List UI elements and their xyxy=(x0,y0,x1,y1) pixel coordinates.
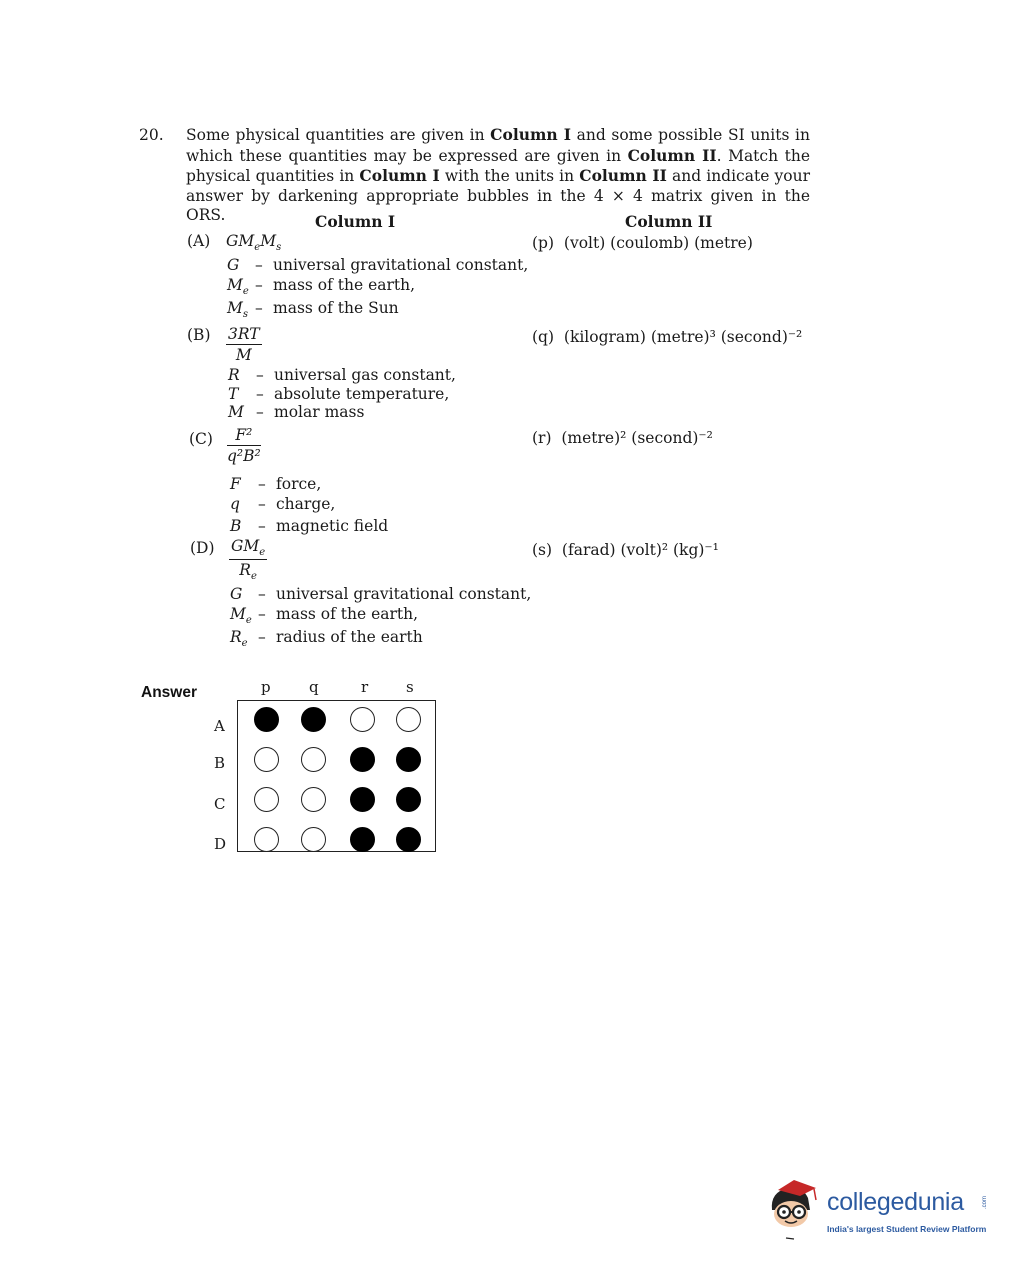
item-label: (D) xyxy=(190,539,215,557)
answer-bubble-A-p[interactable] xyxy=(254,707,279,732)
var-desc: radius of the earth xyxy=(276,628,423,646)
answer-bubble-D-s[interactable] xyxy=(396,827,421,852)
answer-bubble-A-q[interactable] xyxy=(301,707,326,732)
item-label: (A) xyxy=(187,232,211,250)
column-ii-heading: Column II xyxy=(625,212,713,231)
answer-bubble-D-p[interactable] xyxy=(254,827,279,852)
var-symbol: $R_e$ xyxy=(230,628,248,650)
var-desc: mass of the earth, xyxy=(276,605,419,623)
brand-name: collegedunia xyxy=(827,1188,964,1216)
var-symbol: T xyxy=(228,384,239,403)
brand-domain-suffix: .com xyxy=(982,1196,988,1210)
answer-bubble-A-s[interactable] xyxy=(396,707,421,732)
matrix-column-label: r xyxy=(361,678,369,696)
item-label: (C) xyxy=(189,430,213,448)
column-i-heading: Column I xyxy=(315,212,396,231)
question-stem: Some physical quantities are given in Column I and some possible SI units in which these quantities may be expressed are given in Column II. Match the physical quantities in Column I with the units in Column II and indicate your answer by darkening appropriate bubbles in the 4 × 4 matrix given in the ORS. xyxy=(186,125,810,225)
var-symbol: $M_e$ xyxy=(227,276,249,298)
var-symbol: $M_s$ xyxy=(227,299,249,321)
var-symbol: G xyxy=(227,256,240,274)
matrix-row-label: B xyxy=(214,754,226,772)
answer-bubble-B-s[interactable] xyxy=(396,747,421,772)
expression: $GM_eM_s$ xyxy=(226,232,282,254)
fraction xyxy=(229,537,267,582)
answer-bubble-C-q[interactable] xyxy=(301,787,326,812)
var-desc: force, xyxy=(276,475,322,493)
column-ii-item-r: (r) (metre)² (second)⁻² xyxy=(532,429,713,447)
denominator: q²B² xyxy=(227,447,261,465)
var-symbol: F xyxy=(230,475,241,493)
answer-bubble-A-r[interactable] xyxy=(350,707,375,732)
fraction xyxy=(227,426,261,465)
var-symbol: G xyxy=(230,585,243,603)
answer-bubble-B-q[interactable] xyxy=(301,747,326,772)
numerator: $GM_e$ xyxy=(231,537,266,559)
var-desc: universal gas constant, xyxy=(274,366,456,384)
var-desc: universal gravitational constant, xyxy=(276,585,532,603)
var-symbol: $M_e$ xyxy=(230,605,252,627)
var-symbol: B xyxy=(230,517,242,535)
answer-bubble-B-r[interactable] xyxy=(350,747,375,772)
column-ii-item-p: (p) (volt) (coulomb) (metre) xyxy=(532,234,753,252)
answer-bubble-D-r[interactable] xyxy=(350,827,375,852)
brand-tagline: India's largest Student Review Platform xyxy=(827,1224,987,1234)
var-symbol: M xyxy=(228,403,244,421)
var-desc: magnetic field xyxy=(276,517,389,535)
answer-bubble-C-r[interactable] xyxy=(350,787,375,812)
matrix-column-label: s xyxy=(406,678,414,696)
var-desc: mass of the Sun xyxy=(273,299,399,317)
var-desc: absolute temperature, xyxy=(274,384,450,403)
var-desc: mass of the earth, xyxy=(273,276,416,294)
numerator: F² xyxy=(227,426,261,446)
var-symbol: R xyxy=(228,366,240,384)
var-desc: molar mass xyxy=(274,403,365,421)
answer-bubble-B-p[interactable] xyxy=(254,747,279,772)
denominator: M xyxy=(235,346,252,364)
column-ii-item-s: (s) (farad) (volt)² (kg)⁻¹ xyxy=(532,541,719,559)
fraction xyxy=(226,325,262,364)
answer-bubble-C-s[interactable] xyxy=(396,787,421,812)
question-number: 20. xyxy=(139,126,164,144)
denominator: $R_e$ xyxy=(239,561,257,583)
matrix-row-label: D xyxy=(214,835,227,853)
column-ii-item-q: (q) (kilogram) (metre)³ (second)⁻² xyxy=(532,328,803,346)
answer-bubble-D-q[interactable] xyxy=(301,827,326,852)
var-desc: universal gravitational constant, xyxy=(273,256,529,274)
answer-matrix xyxy=(237,700,436,852)
answer-label: Answer xyxy=(141,684,197,701)
item-label: (B) xyxy=(187,326,211,344)
matrix-row-label: A xyxy=(214,717,225,735)
matrix-row-label: C xyxy=(214,795,226,813)
answer-bubble-C-p[interactable] xyxy=(254,787,279,812)
matrix-column-label: p xyxy=(261,678,271,696)
numerator: 3RT xyxy=(228,325,260,343)
var-desc: charge, xyxy=(276,495,336,513)
matrix-column-label: q xyxy=(309,678,319,696)
var-symbol: q xyxy=(230,495,240,513)
